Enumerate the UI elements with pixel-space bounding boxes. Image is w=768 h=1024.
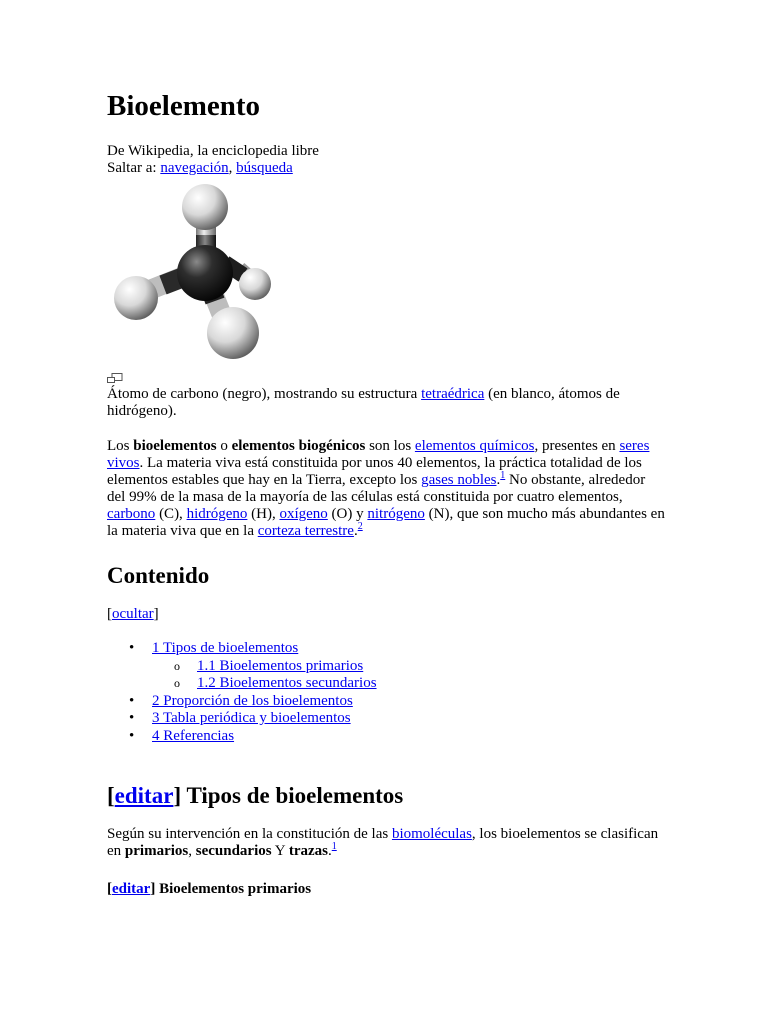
- carbon-link[interactable]: carbono: [107, 506, 156, 522]
- circle-bullet-icon: o: [174, 676, 180, 690]
- section-heading: [editar] Tipos de bioelementos: [107, 783, 404, 808]
- toc-item: o 1.1 Bioelementos primarios: [174, 657, 364, 674]
- image-caption: Átomo de carbono (negro), mostrando su estructura tetraédrica (en blanco, átomos de hidrógeno).: [107, 386, 620, 419]
- subsection-heading: [editar] Bioelementos primarios: [107, 881, 312, 897]
- jump-links: Saltar a: navegación, búsqueda: [107, 160, 293, 176]
- chemical-elements-link[interactable]: elementos químicos: [414, 438, 535, 454]
- reference-link[interactable]: 2: [357, 521, 363, 532]
- living-beings-link[interactable]: seres vivos: [107, 438, 650, 471]
- bullet-icon: •: [129, 640, 135, 656]
- navigation-link[interactable]: navegación: [160, 160, 229, 176]
- toc-item: • 2 Proporción de los bioelementos: [129, 692, 353, 709]
- hydrogen-link[interactable]: hidrógeno: [186, 506, 248, 522]
- noble-gases-link[interactable]: gases nobles: [421, 472, 497, 488]
- edit-link[interactable]: editar: [112, 881, 151, 897]
- intro-paragraph: Los bioelementos o elementos biogénicos son los elementos químicos, presentes en seres vivos. La materia viva está constituida por unos 40 elementos, la práctica totalidad de los elementos estables que hay en la Tierra, excepto los gases nobles.$^1$ No obstante, alrededor del 99% de la masa de la mayoría de las células está constituida por cuatro elementos, carbono (C), hidrógeno (H), oxígeno (O) y nitrógeno (N), que son mucho más abundantes en la materia viva que en la corteza terrestre.$^2$: [107, 438, 665, 539]
- reference-link[interactable]: 1: [500, 470, 506, 481]
- tetrahedral-link[interactable]: tetraédrica: [421, 386, 485, 402]
- hydrogen-atom-left: [114, 276, 158, 320]
- reference-link[interactable]: 1: [331, 841, 337, 852]
- site-subtitle: De Wikipedia, la enciclopedia libre: [107, 143, 319, 159]
- nitrogen-link[interactable]: nitrógeno: [367, 506, 425, 522]
- table-of-contents: [107, 640, 377, 745]
- magnify-icon[interactable]: [107, 373, 123, 385]
- bullet-icon: •: [129, 692, 135, 709]
- methane-molecule-image[interactable]: [107, 183, 272, 365]
- circle-bullet-icon: o: [174, 658, 180, 673]
- oxygen-link[interactable]: oxígeno: [279, 506, 328, 522]
- hydrogen-atom-bottom: [207, 307, 259, 359]
- page-title: Bioelemento: [107, 90, 261, 122]
- toc-hide-link[interactable]: ocultar: [112, 606, 154, 622]
- carbon-atom: [177, 245, 233, 301]
- biomolecules-link[interactable]: biomoléculas: [391, 826, 472, 842]
- hydrogen-atom-right: [239, 268, 271, 300]
- toc-item: • 1 Tipos de bioelementos: [129, 640, 299, 656]
- search-link[interactable]: búsqueda: [236, 160, 293, 176]
- section-paragraph: Según su intervención en la constitución de las biomoléculas, los bioelementos se clasifican en primarios, secundarios Y trazas.$^1$: [107, 826, 659, 859]
- toc-item: o 1.2 Bioelementos secundarios: [174, 675, 377, 691]
- hydrogen-atom-top: [182, 184, 228, 230]
- earth-crust-link[interactable]: corteza terrestre: [257, 523, 354, 539]
- toc-title: Contenido: [107, 563, 210, 588]
- toc-toggle: [ocultar]: [107, 606, 159, 622]
- edit-link[interactable]: editar: [114, 783, 174, 808]
- bullet-icon: •: [129, 710, 135, 726]
- toc-item: • 4 Referencias: [129, 727, 235, 744]
- bullet-icon: •: [129, 727, 135, 744]
- toc-item: • 3 Tabla periódica y bioelementos: [129, 710, 351, 726]
